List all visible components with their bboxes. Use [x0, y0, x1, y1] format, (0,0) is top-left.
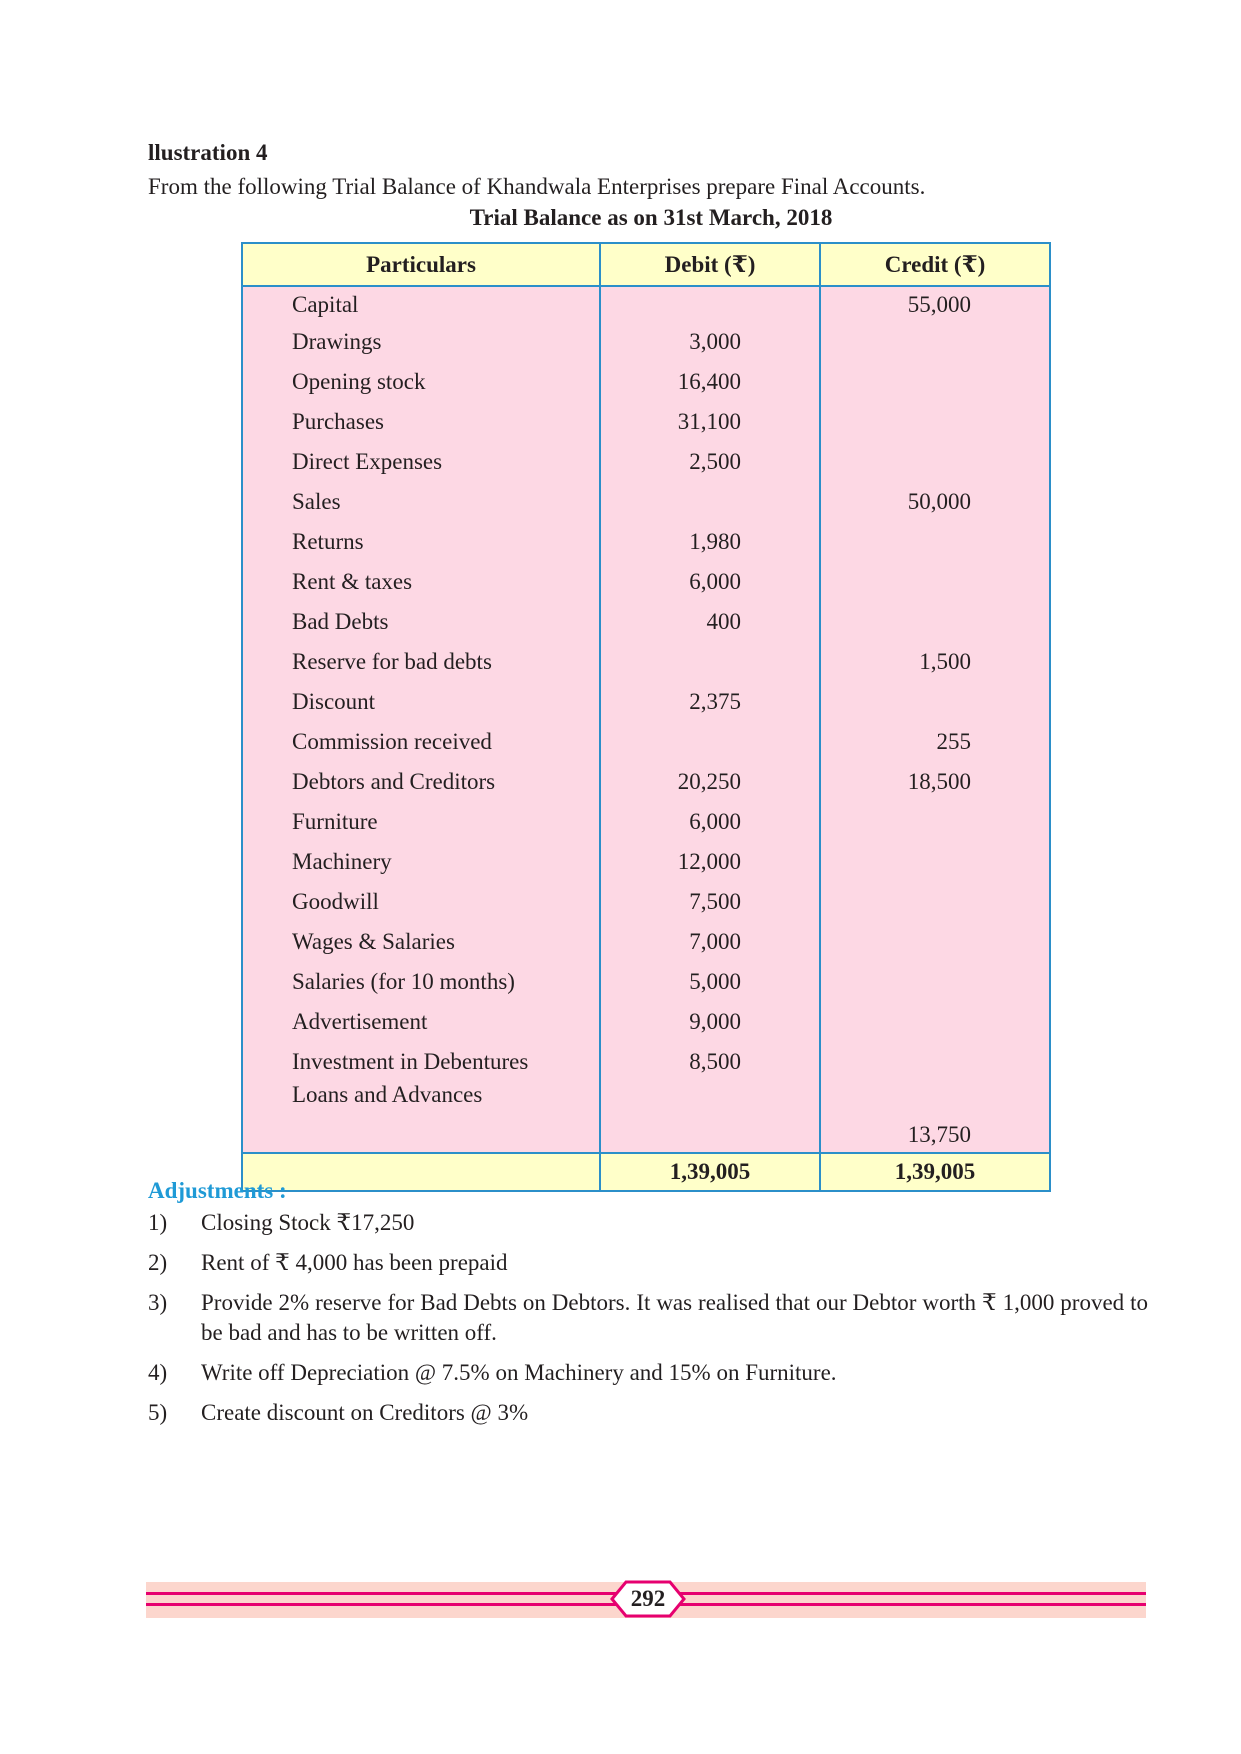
- adjustment-number: 1): [148, 1210, 168, 1235]
- cell-credit: [820, 602, 1050, 642]
- cell-credit: 18,500: [820, 762, 1050, 802]
- table-row: [242, 722, 1050, 762]
- cell-credit: [820, 562, 1050, 602]
- cell-particulars: Drawings: [242, 322, 600, 362]
- cell-credit: [820, 882, 1050, 922]
- cell-particulars: Loans and Advances: [242, 1082, 600, 1153]
- table-row: [242, 442, 1050, 482]
- cell-debit: [600, 482, 820, 522]
- table-row: [242, 1082, 1050, 1153]
- trial-balance-title: Trial Balance as on 31st March, 2018: [469, 205, 833, 230]
- cell-debit: 6,000: [600, 562, 820, 602]
- table-row: [242, 562, 1050, 602]
- cell-debit: 6,000: [600, 802, 820, 842]
- table-row: [242, 362, 1050, 402]
- table-row: [242, 322, 1050, 362]
- header-credit: Credit (₹): [820, 243, 1050, 286]
- table-row: [242, 802, 1050, 842]
- totals-debit: 1,39,005: [600, 1153, 820, 1191]
- cell-debit: 5,000: [600, 962, 820, 1002]
- table-row: [242, 482, 1050, 522]
- cell-particulars: Goodwill: [242, 882, 600, 922]
- cell-particulars: Returns: [242, 522, 600, 562]
- table-row: [242, 682, 1050, 722]
- totals-credit: 1,39,005: [820, 1153, 1050, 1191]
- cell-credit: [820, 402, 1050, 442]
- adjustment-number: 3): [148, 1290, 168, 1315]
- cell-credit: [820, 922, 1050, 962]
- adjustment-number: 5): [148, 1400, 168, 1425]
- cell-particulars: Investment in Debentures: [242, 1042, 600, 1082]
- cell-credit: [820, 1042, 1050, 1082]
- cell-particulars: Commission received: [242, 722, 600, 762]
- table-row: [242, 602, 1050, 642]
- cell-debit: 7,500: [600, 882, 820, 922]
- table-row: [242, 522, 1050, 562]
- cell-particulars: Advertisement: [242, 1002, 600, 1042]
- adjustment-item: [148, 1208, 1148, 1238]
- adjustment-text: Write off Depreciation @ 7.5% on Machinery and 15% on Furniture.: [201, 1360, 837, 1385]
- cell-debit: [600, 722, 820, 762]
- cell-particulars: Wages & Salaries: [242, 922, 600, 962]
- cell-credit: 13,750: [820, 1082, 1050, 1153]
- table-row: [242, 642, 1050, 682]
- cell-particulars: Reserve for bad debts: [242, 642, 600, 682]
- cell-debit: 1,980: [600, 522, 820, 562]
- totals-label: [242, 1153, 600, 1191]
- table-row: [242, 922, 1050, 962]
- cell-credit: [820, 322, 1050, 362]
- table-row: [242, 1042, 1050, 1082]
- adjustment-number: 4): [148, 1360, 168, 1385]
- table-row: [242, 402, 1050, 442]
- cell-debit: [600, 286, 820, 322]
- trial-balance-table: [241, 242, 1051, 1192]
- cell-debit: 16,400: [600, 362, 820, 402]
- cell-particulars: Bad Debts: [242, 602, 600, 642]
- cell-credit: [820, 362, 1050, 402]
- cell-debit: 7,000: [600, 922, 820, 962]
- adjustment-item: [148, 1248, 1148, 1278]
- cell-particulars: Rent & taxes: [242, 562, 600, 602]
- cell-debit: 31,100: [600, 402, 820, 442]
- table-row: [242, 1002, 1050, 1042]
- table-header-row: [242, 243, 1050, 286]
- cell-particulars: Salaries (for 10 months): [242, 962, 600, 1002]
- table-row: [242, 842, 1050, 882]
- cell-debit: 9,000: [600, 1002, 820, 1042]
- cell-credit: [820, 802, 1050, 842]
- cell-particulars: Opening stock: [242, 362, 600, 402]
- cell-debit: 20,250: [600, 762, 820, 802]
- cell-particulars: Machinery: [242, 842, 600, 882]
- adjustment-item: [148, 1288, 1148, 1348]
- adjustment-text: Provide 2% reserve for Bad Debts on Debtors. It was realised that our Debtor worth ₹ 1,000 proved to be bad and has to be written off.: [201, 1290, 1148, 1345]
- page-number: 292: [630, 1586, 666, 1611]
- adjustment-item: [148, 1398, 1148, 1428]
- illustration-heading: llustration 4: [148, 140, 268, 165]
- cell-debit: [600, 1082, 820, 1153]
- cell-particulars: Sales: [242, 482, 600, 522]
- table-row: [242, 286, 1050, 322]
- totals-row: [242, 1153, 1050, 1191]
- header-debit: Debit (₹): [600, 243, 820, 286]
- cell-credit: 55,000: [820, 286, 1050, 322]
- cell-debit: 400: [600, 602, 820, 642]
- cell-credit: [820, 442, 1050, 482]
- adjustment-item: [148, 1358, 1148, 1388]
- table-row: [242, 962, 1050, 1002]
- table-body: [242, 286, 1050, 1153]
- cell-debit: 2,375: [600, 682, 820, 722]
- table-row: [242, 882, 1050, 922]
- cell-particulars: Direct Expenses: [242, 442, 600, 482]
- cell-particulars: Capital: [242, 286, 600, 322]
- cell-particulars: Furniture: [242, 802, 600, 842]
- cell-credit: [820, 522, 1050, 562]
- cell-particulars: Discount: [242, 682, 600, 722]
- adjustment-text: Create discount on Creditors @ 3%: [201, 1400, 529, 1425]
- cell-debit: [600, 642, 820, 682]
- cell-debit: 12,000: [600, 842, 820, 882]
- cell-credit: [820, 842, 1050, 882]
- cell-credit: [820, 1002, 1050, 1042]
- header-particulars: Particulars: [242, 243, 600, 286]
- cell-debit: 8,500: [600, 1042, 820, 1082]
- cell-debit: 2,500: [600, 442, 820, 482]
- cell-credit: 1,500: [820, 642, 1050, 682]
- cell-credit: 50,000: [820, 482, 1050, 522]
- cell-particulars: Debtors and Creditors: [242, 762, 600, 802]
- adjustments-list: [148, 1208, 1148, 1438]
- adjustment-number: 2): [148, 1250, 168, 1275]
- intro-text: From the following Trial Balance of Khandwala Enterprises prepare Final Accounts.: [148, 174, 926, 199]
- adjustment-text: Closing Stock ₹17,250: [201, 1210, 415, 1235]
- adjustment-text: Rent of ₹ 4,000 has been prepaid: [201, 1250, 508, 1275]
- cell-debit: 3,000: [600, 322, 820, 362]
- cell-credit: [820, 962, 1050, 1002]
- adjustments-heading: Adjustments :: [148, 1178, 287, 1203]
- cell-credit: [820, 682, 1050, 722]
- cell-credit: 255: [820, 722, 1050, 762]
- cell-particulars: Purchases: [242, 402, 600, 442]
- table-row: [242, 762, 1050, 802]
